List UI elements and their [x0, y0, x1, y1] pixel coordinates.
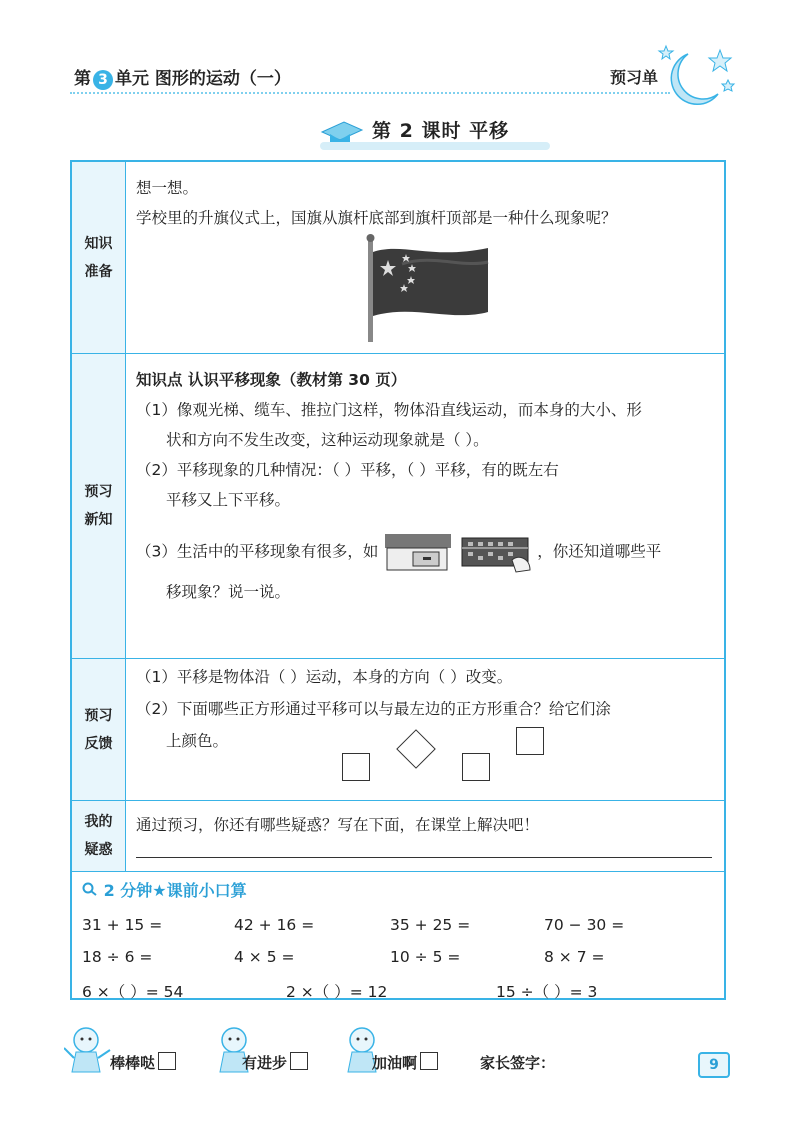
question-3: （3）生活中的平移现象有很多，如 ，你还知道哪些平	[136, 530, 661, 574]
section-knowledge-prep	[72, 162, 724, 354]
question-3-cont: 移现象？说一说。	[166, 583, 291, 601]
worksheet-frame	[70, 160, 726, 1000]
section-label: 预习 新知	[72, 354, 126, 658]
lesson-title-block	[320, 112, 560, 152]
flag-image	[362, 234, 492, 344]
moon-stars-icon	[648, 42, 738, 112]
rotated-square-shape[interactable]	[396, 729, 436, 769]
abacus-image	[458, 530, 532, 574]
unit-title: 第 3 单元 图形的运动（一）	[74, 69, 291, 89]
section-label: 我的 疑惑	[72, 801, 126, 871]
calc-item: 31 + 15 =	[82, 916, 163, 934]
calc-item: 6 ×（ ）= 54	[82, 983, 184, 1001]
calc-item: 8 × 7 =	[544, 948, 605, 966]
checkbox[interactable]	[290, 1052, 308, 1070]
question-2-cont: 平移又上下平移。	[166, 491, 291, 509]
doubt-prompt: 通过预习，你还有哪些疑惑？写在下面，在课堂上解决吧！	[136, 816, 540, 834]
checkbox[interactable]	[420, 1052, 438, 1070]
calc-item: 42 + 16 =	[234, 916, 315, 934]
badge-great: 棒棒哒	[110, 1052, 176, 1073]
feedback-question-1: （1）平移是物体沿（ ）运动，本身的方向（ ）改变。	[136, 668, 513, 686]
knowledge-point-heading: 知识点 认识平移现象（教材第 30 页）	[136, 371, 407, 389]
section-new-knowledge	[72, 354, 724, 659]
section-label: 预习 反馈	[72, 659, 126, 800]
feedback-question-2-cont: 上颜色。	[166, 732, 229, 750]
page-number: 9	[698, 1052, 730, 1078]
calc-item: 4 × 5 =	[234, 948, 295, 966]
prompt-think: 想一想。	[136, 179, 199, 197]
graduation-cap-icon	[320, 118, 364, 144]
worksheet-type: 预习单	[609, 68, 658, 87]
question-1-cont: 状和方向不发生改变，这种运动现象就是（ ）。	[166, 431, 489, 449]
cartoon-child-icon	[64, 1022, 114, 1078]
square-shape[interactable]	[342, 753, 370, 781]
drawer-image	[383, 530, 453, 574]
question-text: 学校里的升旗仪式上，国旗从旗杆底部到旗杆顶部是一种什么现象呢？	[136, 209, 617, 227]
lesson-title: 第 2 课时 平移	[372, 120, 510, 142]
square-shape[interactable]	[516, 727, 544, 755]
question-1: （1）像观光梯、缆车、推拉门这样，物体沿直线运动，而本身的大小、形	[136, 401, 642, 419]
page-header	[70, 58, 730, 92]
calc-item: 70 − 30 =	[544, 916, 625, 934]
calc-item: 10 ÷ 5 =	[390, 948, 461, 966]
unit-number-badge: 3	[93, 70, 113, 90]
parent-signature-label: 家长签字：	[480, 1054, 556, 1072]
feedback-question-2: （2）下面哪些正方形通过平移可以与最左边的正方形重合？给它们涂	[136, 700, 611, 718]
search-icon	[82, 882, 98, 896]
badge-progress: 有进步	[242, 1052, 308, 1073]
section-feedback	[72, 659, 724, 801]
square-shape[interactable]	[462, 753, 490, 781]
header-divider	[70, 92, 670, 94]
mental-math-title: 2 分钟★课前小口算	[82, 878, 247, 901]
mental-math-section	[72, 872, 724, 1002]
section-my-questions	[72, 801, 724, 872]
section-label: 知识 准备	[72, 162, 126, 353]
calc-item: 2 ×（ ）= 12	[286, 983, 388, 1001]
section-content	[136, 354, 716, 658]
checkbox[interactable]	[158, 1052, 176, 1070]
calc-item: 15 ÷（ ）= 3	[496, 983, 598, 1001]
section-content	[136, 801, 716, 871]
page-footer	[70, 1022, 730, 1082]
badge-keep-going: 加油啊	[372, 1052, 438, 1073]
answer-line[interactable]	[136, 857, 712, 858]
section-content	[136, 659, 716, 800]
calc-item: 18 ÷ 6 =	[82, 948, 153, 966]
question-2: （2）平移现象的几种情况：（ ）平移，（ ）平移，有的既左右	[136, 461, 559, 479]
calc-item: 35 + 25 =	[390, 916, 471, 934]
section-content	[136, 162, 716, 353]
